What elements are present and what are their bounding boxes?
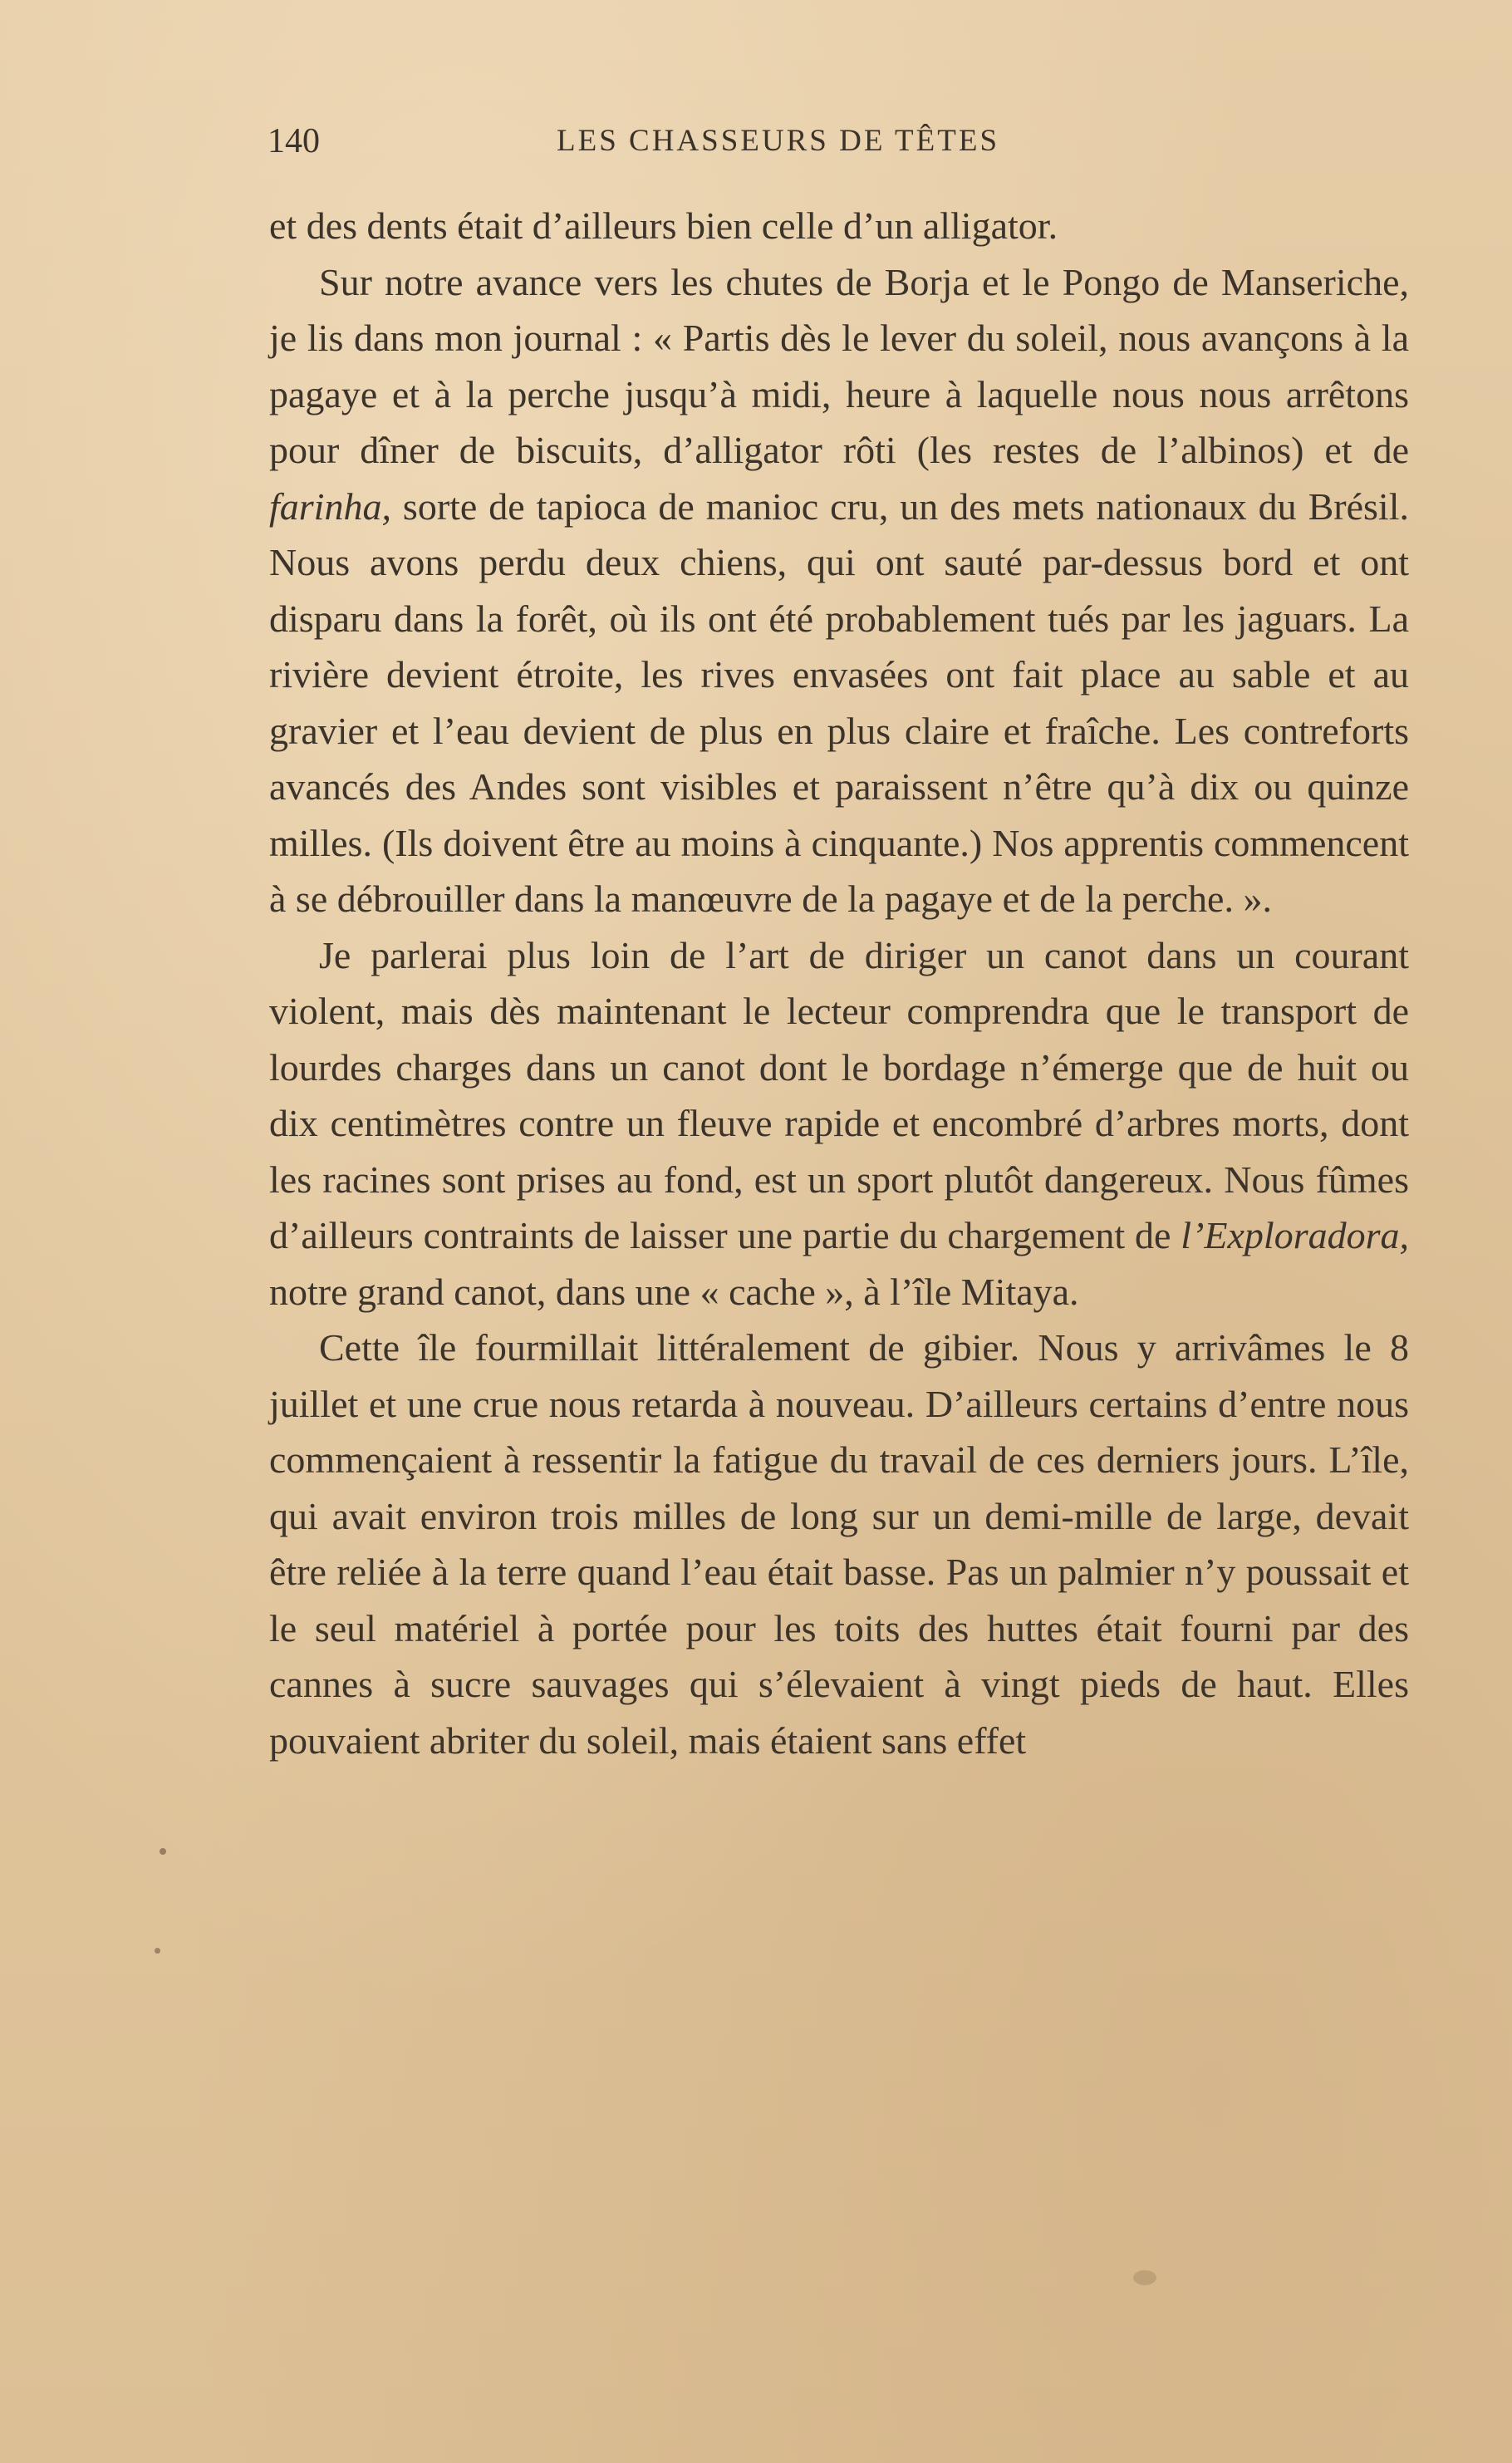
text-segment: Je parlerai plus loin de l’art de diriger un canot dans un courant violent, mais dès maintenant le lecteur comprendra que le transport de lourdes charges dans un canot dont le bordage n’émerge que de huit ou dix centimètres contre un fleuve rapide et encombré d’arbres morts, dont les racines sont prises au fond, est un sport plutôt dangereux. Nous fûmes d’ailleurs contraints de laisser une partie du chargement de bbox=[269, 933, 1409, 1256]
paper-speck bbox=[160, 1848, 166, 1855]
running-title: LES CHASSEURS DE TÊTES bbox=[557, 124, 1000, 158]
page-number: 140 bbox=[268, 122, 320, 160]
paragraph-island bbox=[269, 1320, 1409, 1768]
paper-stain bbox=[1133, 2270, 1156, 2285]
text-segment: Cette île fourmillait littéralement de gibier. Nous y arrivâmes le 8 juillet et une crue nous retarda à nouveau. D’ailleurs certains d’entre nous commençaient à ressentir la fatigue du travail de ces derniers jours. L’île, qui avait environ trois milles de long sur un demi-mille de large, devait être reliée à la terre quand l’eau était basse. Pas un palmier n’y poussait et le seul matériel à portée pour les toits des huttes était fourni par des cannes à sucre sauvages qui s’élevaient à vingt pieds de haut. Elles pouvaient abriter du soleil, mais étaient sans effet bbox=[269, 1326, 1409, 1762]
page-header bbox=[268, 118, 1409, 165]
text-segment: sorte de tapioca de manioc cru, un des mets nationaux du Brésil. Nous avons perdu deux chiens, qui ont sauté par-dessus bord et ont disparu dans la forêt, où ils ont été probablement tués par les jaguars. La rivière devient étroite, les rives envasées ont fait place au sable et au gravier et l’eau devient de plus en plus claire et fraîche. Les contreforts avancés des Andes sont visibles et paraissent n’être qu’à dix ou quinze milles. (Ils doivent être au moins à cinquante.) Nos apprentis commencent à se débrouiller dans la manœuvre de la pagaye et de la perche. ». bbox=[269, 484, 1409, 920]
text-segment: notre grand canot, dans une « cache », à l’île Mitaya. bbox=[269, 1270, 1079, 1313]
paragraph-continuation bbox=[269, 198, 1409, 254]
italic-term-farinha: farinha, bbox=[269, 484, 391, 528]
text-segment: Sur notre avance vers les chutes de Borja et le Pongo de Manseriche, je lis dans mon journal : « Partis dès le lever du soleil, nous avançons à la pagaye et à la perche jusqu’à midi, heure à laquelle nous nous arrêtons pour dîner de biscuits, d’alligator rôti (les restes de l’albinos) et de bbox=[269, 260, 1409, 471]
paper-speck bbox=[155, 1948, 160, 1954]
body-text bbox=[269, 198, 1409, 1768]
paragraph-canoe bbox=[269, 927, 1409, 1320]
paragraph-journal bbox=[269, 254, 1409, 927]
text-segment: et des dents était d’ailleurs bien celle d’un alligator. bbox=[269, 204, 1058, 247]
italic-boat-name: l’Exploradora, bbox=[1181, 1214, 1409, 1256]
